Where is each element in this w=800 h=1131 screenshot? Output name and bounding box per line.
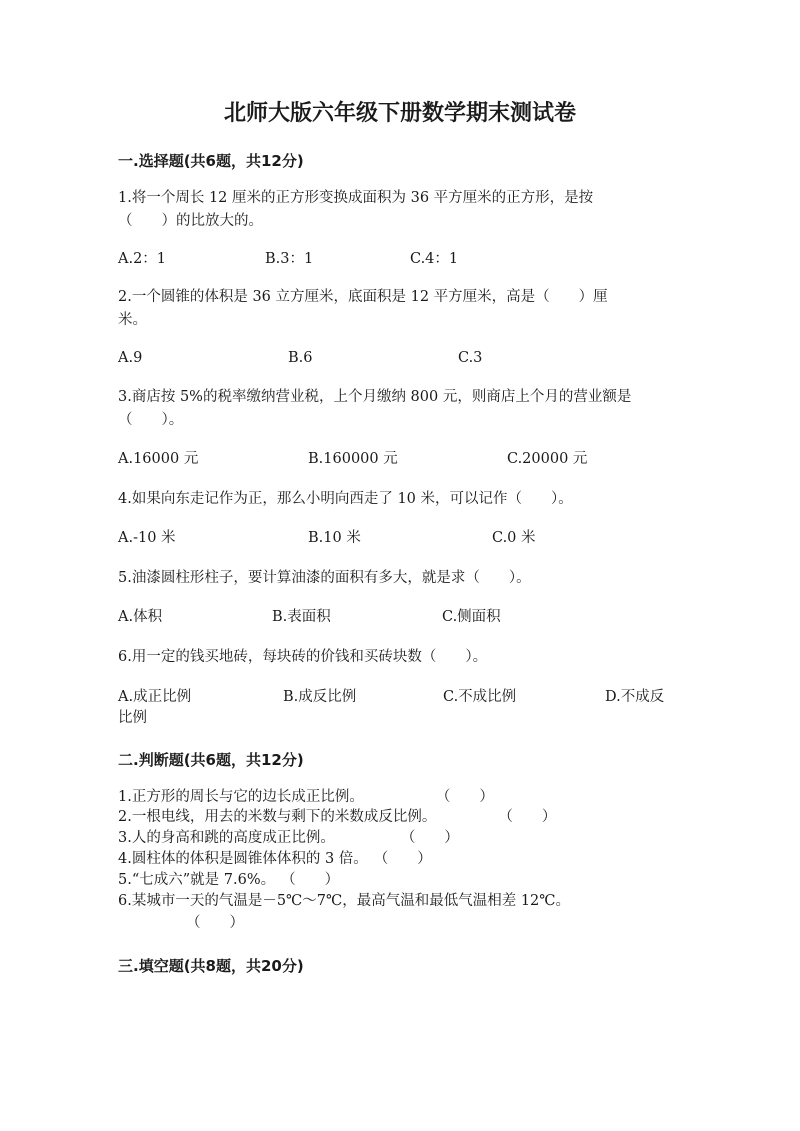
tf-question-text: 1.正方形的周长与它的边长成正比例。 bbox=[118, 789, 364, 805]
option-a: A.-10 米 bbox=[118, 530, 176, 546]
question-4 bbox=[118, 488, 678, 511]
section-heading-truefalse: 二.判断题(共6题，共12分) bbox=[118, 751, 304, 769]
option-a: A.成正比例 bbox=[118, 689, 192, 705]
tf-question-text: 2.一根电线，用去的米数与剩下的米数成反比例。 bbox=[118, 809, 437, 825]
tf-question-4 bbox=[118, 849, 678, 869]
question-1 bbox=[118, 187, 678, 233]
tf-question-text: 5.“七成六”就是 7.6%。 bbox=[118, 872, 276, 888]
question-text: 3.商店按 5%的税率缴纳营业税，上个月缴纳 800 元，则商店上个月的营业额是 bbox=[118, 389, 632, 405]
option-b: B.3：1 bbox=[265, 251, 314, 267]
question-text: 1.将一个周长 12 厘米的正方形变换成面积为 36 平方厘米的正方形，是按 bbox=[118, 190, 594, 206]
option-c: C.侧面积 bbox=[442, 609, 501, 625]
option-a: A.体积 bbox=[118, 609, 163, 625]
section-heading-choice: 一.选择题(共6题，共12分) bbox=[118, 152, 304, 170]
question-6 bbox=[118, 646, 678, 669]
option-c: C.20000 元 bbox=[507, 451, 588, 467]
question-text: 2.一个圆锥的体积是 36 立方厘米，底面积是 12 平方厘米，高是（ ）厘 bbox=[118, 289, 608, 305]
option-d-cont: 比例 bbox=[118, 710, 147, 726]
question-text-cont: （ ）。 bbox=[118, 412, 184, 428]
option-b: B.10 米 bbox=[308, 530, 361, 546]
question-3 bbox=[118, 386, 678, 432]
option-c: C.3 bbox=[458, 350, 483, 366]
question-text-cont: （ ）的比放大的。 bbox=[118, 213, 263, 229]
question-5 bbox=[118, 567, 678, 590]
tf-question-6 bbox=[118, 891, 678, 933]
tf-question-text: 3.人的身高和跳的高度成正比例。 bbox=[118, 830, 335, 846]
option-c: C.4：1 bbox=[410, 251, 459, 267]
option-b: B.160000 元 bbox=[308, 451, 398, 467]
tf-question-1 bbox=[118, 787, 678, 807]
option-b: B.表面积 bbox=[272, 609, 331, 625]
question-text-cont: 米。 bbox=[118, 312, 147, 328]
answer-blank: （ ） bbox=[498, 809, 557, 825]
option-c: C.0 米 bbox=[492, 530, 536, 546]
option-b: B.6 bbox=[288, 350, 313, 366]
question-text: 5.油漆圆柱形柱子，要计算油漆的面积有多大，就是求（ ）。 bbox=[118, 570, 531, 586]
tf-question-3 bbox=[118, 828, 678, 848]
option-b: B.成反比例 bbox=[283, 689, 357, 705]
page-title: 北师大版六年级下册数学期末测试卷 bbox=[223, 101, 576, 126]
option-a: A.9 bbox=[118, 350, 143, 366]
section-heading-fill: 三.填空题(共8题，共20分) bbox=[118, 957, 304, 975]
answer-blank: （ ） bbox=[186, 915, 244, 931]
option-a: A.2：1 bbox=[118, 251, 167, 267]
question-text: 4.如果向东走记作为正，那么小明向西走了 10 米，可以记作（ ）。 bbox=[118, 491, 573, 507]
tf-question-2 bbox=[118, 807, 678, 827]
question-2 bbox=[118, 286, 678, 332]
answer-blank: （ ） bbox=[373, 851, 432, 867]
tf-question-text: 6.某城市一天的气温是－5℃～7℃，最高气温和最低气温相差 12℃。 bbox=[118, 893, 571, 909]
option-c: C.不成比例 bbox=[443, 689, 517, 705]
option-a: A.16000 元 bbox=[118, 451, 199, 467]
answer-blank: （ ） bbox=[400, 830, 459, 846]
tf-question-text: 4.圆柱体的体积是圆锥体体积的 3 倍。 bbox=[118, 851, 368, 867]
tf-question-5 bbox=[118, 870, 678, 890]
answer-blank: （ ） bbox=[281, 872, 340, 888]
question-text: 6.用一定的钱买地砖，每块砖的价钱和买砖块数（ ）。 bbox=[118, 649, 488, 665]
answer-blank: （ ） bbox=[435, 789, 494, 805]
option-d: D.不成反 bbox=[605, 689, 665, 705]
